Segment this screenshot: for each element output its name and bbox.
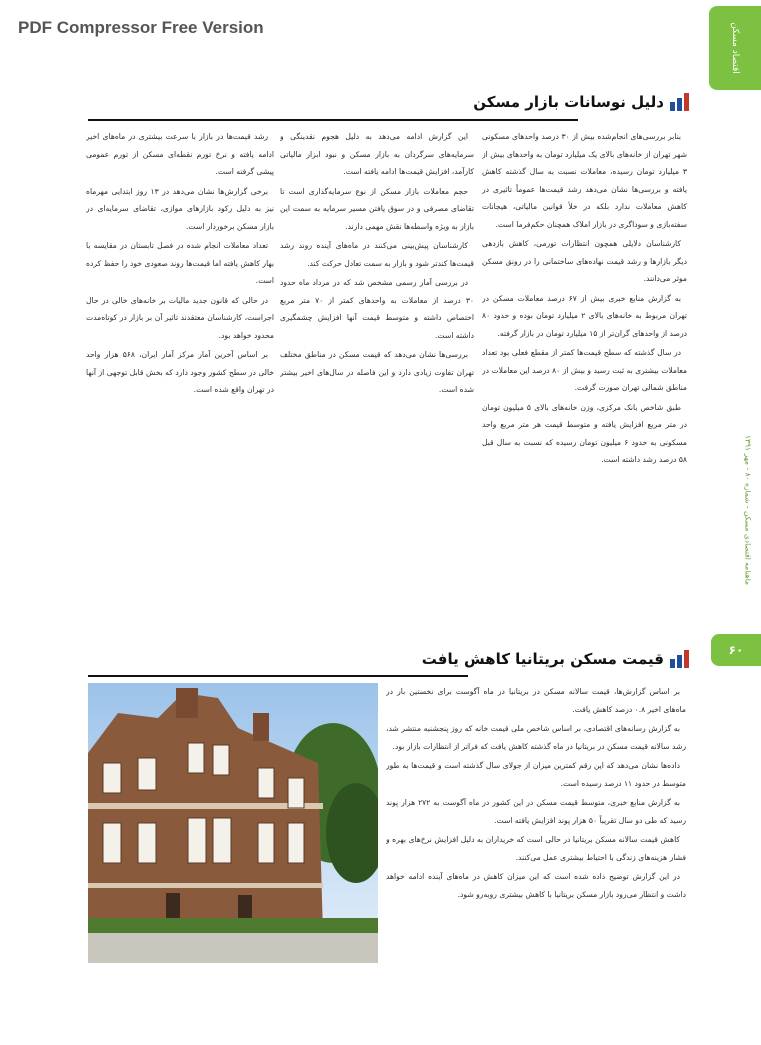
photo-terraced-houses <box>88 683 378 963</box>
paragraph: داده‌ها نشان می‌دهد که این رقم کمترین میزان از جولای سال گذشته است و قیمت‌ها به طور متوسط در حدود ۱۱ درصد رسیده است. <box>386 761 686 788</box>
section-tab <box>709 6 761 90</box>
paragraph: در حالی که قانون جدید مالیات بر خانه‌های خالی در حال اجراست، کارشناسان معتقدند تاثیر آن بر بازار در کوتاه‌مدت محدود خواهد بود. <box>86 295 274 340</box>
paragraph: در سال گذشته که سطح قیمت‌ها کمتر از مقطع فعلی بود تعداد معاملات بیشتری به ثبت رسید و بیش از ۸۰ درصد این معاملات در مناطق شمالی تهران صورت گرفت. <box>482 348 687 392</box>
article-1-column-right <box>482 128 687 628</box>
bar-blocks-icon <box>670 650 689 668</box>
paragraph: بنابر بررسی‌های انجام‌شده بیش از ۳۰ درصد واحدهای مسکونی شهر تهران از خانه‌های بالای یک میلیارد تومان به واحدهای بیش از ۳ میلیارد تومان رسیده، معاملات نسبت به سال گذشته کاهش یافته و بررسی‌ها نشان می‌دهد رشد قیمت‌ها عموماً تاثیری در کاهش معاملات ندارد بلکه در خلأ قوانین مالیاتی، هیجانات سفته‌بازی و سوداگری در بازار املاک همچنان حکم‌فرما است. <box>482 132 687 229</box>
paragraph: کارشناسان پیش‌بینی می‌کنند در ماه‌های آینده روند رشد قیمت‌ها کندتر شود و بازار به سمت تعادل حرکت کند. <box>280 241 474 268</box>
paragraph: کاهش قیمت سالانه مسکن بریتانیا در حالی است که خریداران به دلیل افزایش نرخ‌های بهره و فشار هزینه‌های زندگی با احتیاط بیشتری عمل می‌کنند. <box>386 835 686 862</box>
article-2-title: قیمت مسکن بریتانیا کاهش یافت <box>421 650 664 668</box>
paragraph: طبق شاخص بانک مرکزی، وزن خانه‌های بالای ۵ میلیون تومان در متر مربع افزایش یافته و متوسط قیمت هر متر مربع واحد مسکونی به حدود ۶ میلیون تومان رسیده که نسبت به سال قبل ۵۸ درصد رشد داشته است. <box>482 402 687 464</box>
article-1-heading <box>473 93 689 111</box>
paragraph: در این گزارش توضیح داده شده است که این میزان کاهش در ماه‌های آینده ادامه خواهد داشت و انتظار می‌رود بازار مسکن بریتانیا با کاهش بیشتری روبه‌رو شود. <box>386 872 686 899</box>
paragraph: بر اساس آخرین آمار مرکز آمار ایران، ۵۶۸ هزار واحد خالی در سطح کشور وجود دارد که بخش قابل توجهی از آنها در تهران واقع شده است. <box>86 350 274 394</box>
paragraph: تعداد معاملات انجام شده در فصل تابستان در مقایسه با بهار کاهش یافته اما قیمت‌ها روند صعودی خود را حفظ کرده است. <box>86 241 274 285</box>
section-tab-label: اقتصاد مسکن <box>730 22 740 74</box>
issue-info: ماهنامه اقتصادی مسکن - شماره ۸۰ - مهر ۱۳۹۱ <box>743 434 753 586</box>
article-1-title: دلیل نوسانات بازار مسکن <box>473 93 664 111</box>
paragraph: به گزارش منابع خبری بیش از ۶۷ درصد معاملات مسکن در تهران مربوط به خانه‌های بالای ۲ میلیارد تومان بوده و حدود ۸۰ درصد از واحدهای گران‌تر از ۱۵ میلیارد تومان در بازار گرفته. <box>482 293 687 338</box>
article-1-column-middle <box>280 128 474 628</box>
paragraph: برخی گزارش‌ها نشان می‌دهد در ۱۳ روز ابتدایی مهرماه نیز به دلیل رکود بازارهای موازی، تقاضای سرمایه‌ای در بازار مسکن برخوردار است. <box>86 186 274 231</box>
paragraph: بر اساس گزارش‌ها، قیمت سالانه مسکن در بریتانیا در ماه آگوست برای نخستین بار در ماه‌های اخیر ۰.۸ درصد کاهش یافت. <box>386 687 686 714</box>
paragraph: به گزارش منابع خبری، متوسط قیمت مسکن در این کشور در ماه آگوست به ۲۷۲ هزار پوند رسید که طی دو سال تقریباً ۵۰ هزار پوند افزایش یافته است. <box>386 798 686 825</box>
article-2-body <box>386 683 686 968</box>
paragraph: این گزارش ادامه می‌دهد به دلیل هجوم نقدینگی و سرمایه‌های سرگردان به بازار مسکن و نبود ابزار مالیاتی کارآمد، افزایش قیمت‌ها ادامه یافته است. <box>280 132 474 176</box>
app-banner-title: PDF Compressor Free Version <box>18 18 264 37</box>
page-number: ۶۰ <box>711 634 761 666</box>
paragraph: رشد قیمت‌ها در بازار با سرعت بیشتری در ماه‌های اخیر ادامه یافته و نرخ تورم نقطه‌ای مسکن از تورم عمومی پیشی گرفته است. <box>86 132 274 176</box>
divider <box>88 119 578 121</box>
article-1-column-left <box>86 128 274 628</box>
paragraph: حجم معاملات بازار مسکن از نوع سرمایه‌گذاری است تا تقاضای مصرفی و در سوق یافتن مسیر سرمایه به سمت این بازار به ویژه واسطه‌ها نقش مهمی دارند. <box>280 186 474 231</box>
paragraph: به گزارش رسانه‌های اقتصادی، بر اساس شاخص ملی قیمت خانه که روز پنجشنبه منتشر شد، رشد سالانه قیمت مسکن در بریتانیا در ماه گذشته کاهش یافت که فراتر از انتظارات بازار بود. <box>386 724 686 751</box>
paragraph: در بررسی آمار رسمی مشخص شد که در مرداد ماه حدود ۳۰ درصد از معاملات به واحدهای کمتر از ۷۰ متر مربع اختصاص داشته و متوسط قیمت آنها افزایش چشمگیری داشته است. <box>280 278 474 340</box>
article-2-heading <box>422 650 689 668</box>
side-strip <box>739 360 757 660</box>
paragraph: کارشناسان دلایلی همچون انتظارات تورمی، کاهش بازدهی دیگر بازارها و رشد قیمت نهاده‌های ساختمانی را در رونق مسکن موثر می‌دانند. <box>482 239 687 283</box>
divider <box>88 675 468 677</box>
paragraph: بررسی‌ها نشان می‌دهد که قیمت مسکن در مناطق مختلف تهران تفاوت زیادی دارد و این فاصله در سال‌های اخیر بیشتر شده است. <box>280 350 474 394</box>
bar-blocks-icon <box>670 93 689 111</box>
